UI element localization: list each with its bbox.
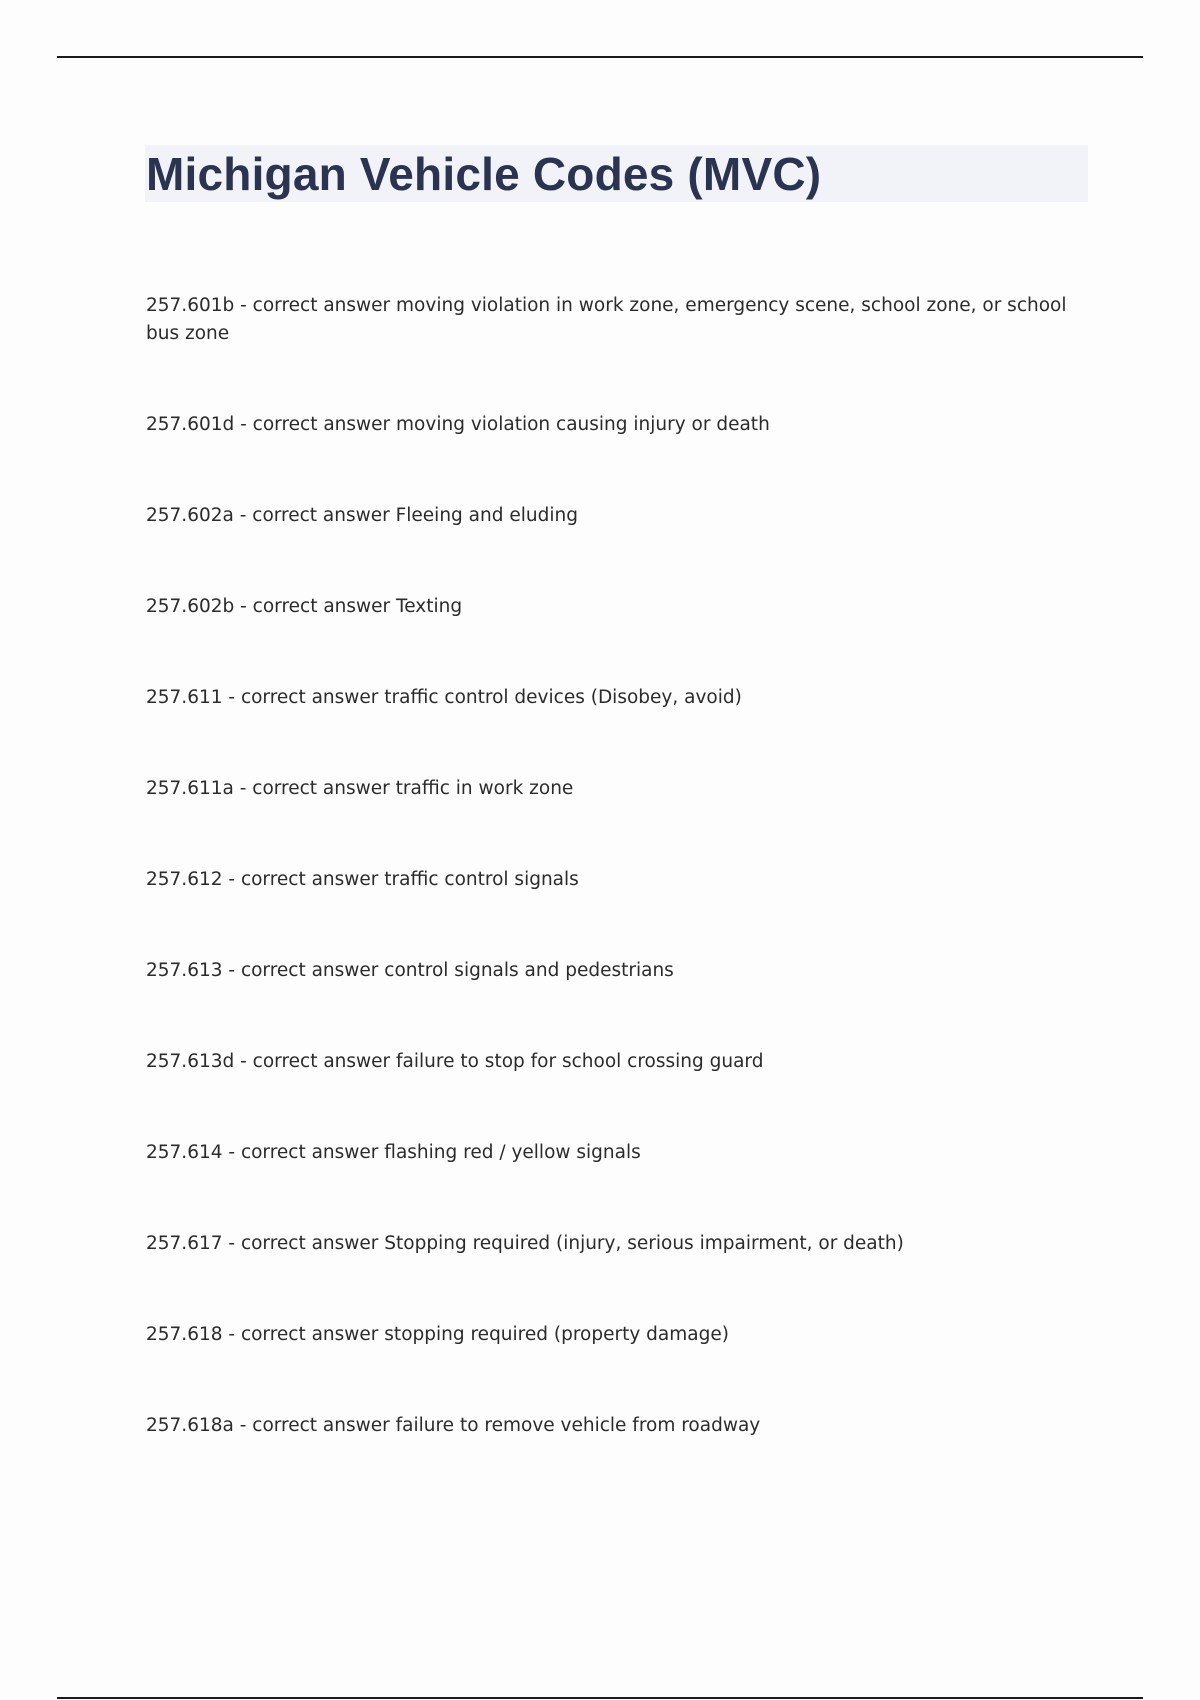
code-entry: 257.612 - correct answer traffic control signals — [146, 869, 579, 890]
code-entry: 257.618 - correct answer stopping required (property damage) — [146, 1324, 729, 1345]
code-entry: 257.611a - correct answer traffic in work zone — [146, 778, 574, 799]
code-entry: 257.613d - correct answer failure to stop for school crossing guard — [146, 1051, 764, 1072]
code-entry: 257.614 - correct answer flashing red / yellow signals — [146, 1142, 641, 1163]
top-divider — [57, 56, 1143, 58]
code-entry-list — [146, 292, 1076, 1503]
code-entry: 257.602b - correct answer Texting — [146, 596, 463, 617]
page-title: Michigan Vehicle Codes (MVC) — [146, 148, 822, 200]
code-entry: 257.617 - correct answer Stopping required (injury, serious impairment, or death) — [146, 1233, 904, 1254]
bottom-divider — [57, 1697, 1143, 1699]
code-entry: 257.613 - correct answer control signals and pedestrians — [146, 960, 674, 981]
code-entry: 257.618a - correct answer failure to remove vehicle from roadway — [146, 1415, 761, 1436]
code-entry: 257.611 - correct answer traffic control devices (Disobey, avoid) — [146, 687, 742, 708]
code-entry: 257.602a - correct answer Fleeing and eluding — [146, 505, 578, 526]
code-entry: 257.601d - correct answer moving violation causing injury or death — [146, 414, 770, 435]
code-entry: 257.601b - correct answer moving violation in work zone, emergency scene, school zone, or school bus zone — [146, 295, 1067, 344]
